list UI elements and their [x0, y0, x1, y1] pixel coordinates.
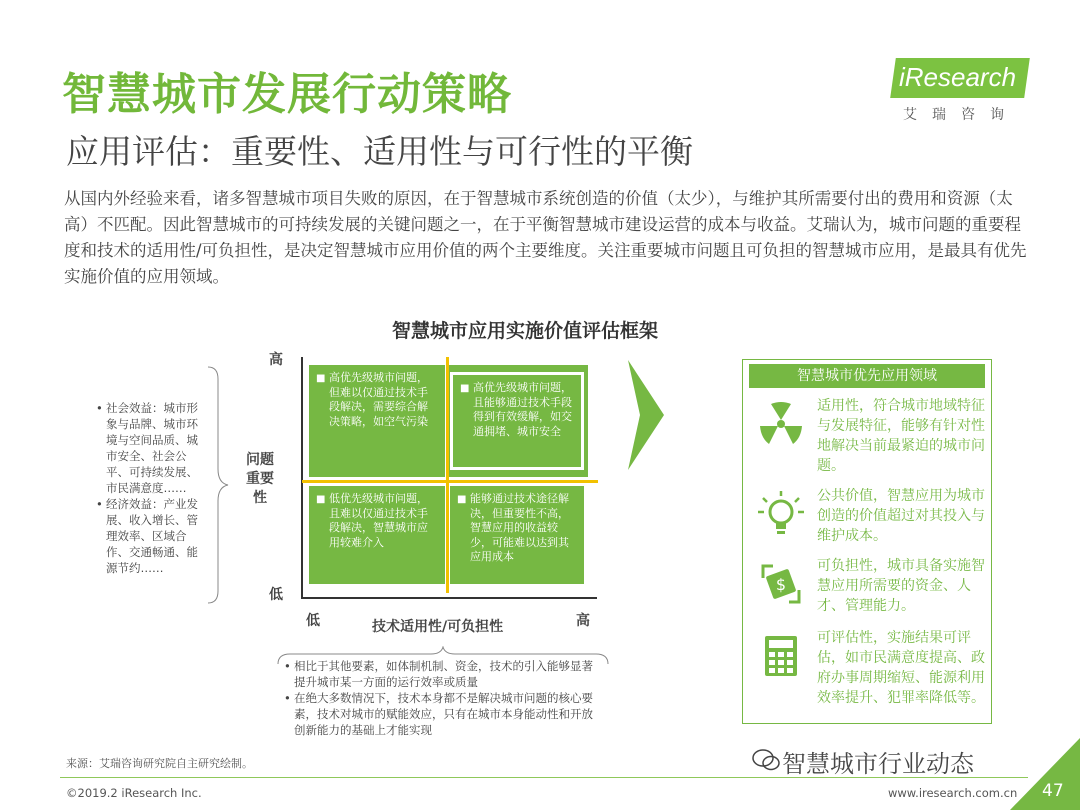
quadrant-text: 低优先级城市问题，且难以仅通过技术手段解决，智慧城市应用较难介入	[329, 492, 428, 549]
quadrant-text: 高优先级城市问题，但难以仅通过技术手段解决，需要综合解决策略，如空气污染	[329, 371, 428, 428]
fan-icon	[755, 398, 807, 450]
left-note-social: • 社会效益：城市形象与品牌、城市环境与空间品质、城市安全、社会公平、可持续发展、市民满意度……	[96, 400, 206, 496]
bullet-icon: ■	[460, 383, 470, 394]
bottom-note-1: • 相比于其他要素，如体制机制、资金，技术的引入能够显著提升城市某一方面的运行效率或质量	[284, 658, 604, 690]
page-title: 智慧城市发展行动策略	[62, 69, 512, 120]
x-axis-label: 技术适用性/可负担性	[372, 619, 504, 635]
quadrant-top-left	[309, 365, 445, 477]
y-axis-line	[301, 357, 303, 599]
quadrant-bottom-right	[450, 486, 584, 584]
y-axis-high-label: 高	[269, 352, 283, 368]
priority-panel-header: 智慧城市优先应用领域	[749, 364, 985, 388]
x-axis-line	[301, 597, 597, 599]
priority-item-public-value	[743, 486, 993, 558]
priority-item-affordability	[743, 556, 993, 628]
source-note: 来源：艾瑞咨询研究院自主研究绘制。	[66, 757, 253, 770]
lightbulb-icon	[755, 488, 807, 540]
intro-paragraph: 从国内外经验来看，诸多智慧城市项目失败的原因，在于智慧城市系统创造的价值（太少），与维护其所需要付出的费用和资源（太高）不匹配。因此智慧城市的可持续发展的关键问题之一，在于平衡智慧城市建设运营的成本与收益。艾瑞认为，城市问题的重要程度和技术的适用性/可负担性，是决定智慧城市应用价值的两个主要维度。关注重要城市问题且可负担的智慧城市应用，是最具有优先实施价值的应用领域。	[64, 189, 1027, 286]
right-arrow-icon	[626, 360, 666, 470]
priority-item-text: 可负担性，城市具备实施智慧应用所需要的资金、人才、管理能力。	[817, 558, 985, 614]
priority-item-assessability	[743, 628, 993, 706]
horizontal-divider	[302, 480, 598, 483]
website-link[interactable]: www.iresearch.com.cn	[888, 786, 1018, 800]
quadrant-text: 高优先级城市问题，且能够通过技术手段得到有效缓解，如交通拥堵、城市安全	[473, 381, 572, 438]
page-subtitle: 应用评估：重要性、适用性与可行性的平衡	[66, 132, 693, 171]
bullet-icon: ■	[316, 373, 326, 384]
quadrant-text: 能够通过技术途径解决，但重要性不高，智慧应用的收益较少，可能难以达到其应用成本	[470, 492, 569, 563]
quadrant-bottom-left	[309, 486, 445, 584]
left-notes	[96, 400, 206, 576]
calculator-icon	[755, 630, 807, 682]
left-brace	[206, 365, 230, 605]
x-axis-low-label: 低	[306, 613, 320, 629]
money-exchange-icon	[755, 558, 807, 610]
priority-panel	[742, 359, 992, 724]
bullet-icon: ■	[457, 494, 467, 505]
y-axis-low-label: 低	[269, 587, 283, 603]
quadrant-top-right	[450, 372, 584, 470]
priority-item-applicability	[743, 396, 993, 474]
logo-text: iResearch	[899, 62, 1017, 92]
logo-subtext: 艾瑞咨询	[903, 107, 1019, 123]
wechat-icon	[752, 748, 780, 772]
priority-item-text: 可评估性，实施结果可评估，如市民满意度提高、政府办事周期缩短、能源利用效率提升、犯罪率降低等。	[817, 630, 985, 706]
vertical-divider	[446, 357, 449, 593]
priority-item-text: 适用性，符合城市地域特征与发展特征，能够有针对性地解决当前最紧迫的城市问题。	[817, 398, 985, 474]
diagram-title: 智慧城市应用实施价值评估框架	[392, 320, 659, 342]
watermark: 智慧城市行业动态	[782, 750, 974, 778]
bottom-note-2: • 在绝大多数情况下，技术本身都不是解决城市问题的核心要素，技术对城市的赋能效应，只有在城市本身能动性和开放创新能力的基础上才能实现	[284, 690, 604, 738]
copyright: ©2019.2 iResearch Inc.	[66, 786, 202, 800]
page-number: 47	[1042, 781, 1064, 801]
svg-text:$: $	[775, 575, 787, 594]
y-axis-label: 问题重要性	[246, 452, 274, 506]
priority-item-text: 公共价值，智慧应用为城市创造的价值超过对其投入与维护成本。	[817, 488, 985, 544]
bottom-notes	[284, 658, 604, 738]
iresearch-logo	[893, 58, 1033, 124]
bullet-icon: ■	[316, 494, 326, 505]
x-axis-high-label: 高	[576, 613, 590, 629]
left-note-economic: • 经济效益：产业发展、收入增长、管理效率、区域合作、交通畅通、能源节约……	[96, 496, 206, 576]
